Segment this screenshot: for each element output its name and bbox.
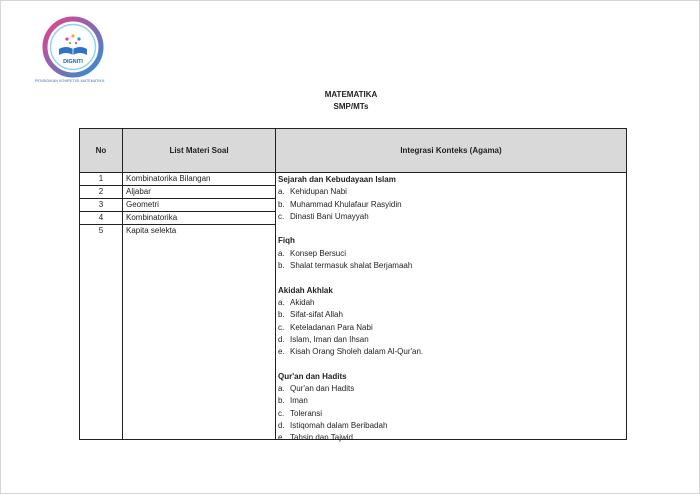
row-materi: Kapita selekta [126,226,177,235]
list-item: d. Istiqomah dalam Beribadah [278,420,388,430]
logo-wordmark: DIGNITI [63,59,83,65]
header-list-materi: List Materi Soal [169,146,229,155]
header-no: No [95,146,107,155]
document-title: MATEMATIKA [324,90,378,99]
row-materi: Kombinatorika [126,213,178,222]
context-section [278,235,624,272]
section-title: Qur'an dan Hadits [278,371,347,381]
header-integrasi-konteks: Integrasi Konteks (Agama) [400,146,502,155]
row-no: 4 [98,213,104,222]
context-section [278,285,624,359]
list-item: a. Konsep Bersuci [278,248,347,258]
list-item: b. Shalat termasuk shalat Berjamaah [278,261,413,271]
list-item: b. Muhammad Khulafaur Rasyidin [278,199,402,209]
list-item: c. Keteladanan Para Nabi [278,322,373,332]
context-column [278,174,624,445]
column-divider [275,129,276,439]
row-materi: Geometri [126,200,159,209]
row-materi: Kombinatorika Bilangan [126,174,211,183]
row-no: 5 [98,226,104,235]
document-subtitle: SMP/MTs [333,102,369,111]
list-item: b. Sifat-sifat Allah [278,310,343,320]
list-item: a. Qur'an dan Hadits [278,384,355,394]
section-title: Akidah Akhlak [278,285,333,295]
row-no: 2 [98,187,104,196]
context-section [278,174,624,223]
context-section [278,371,624,445]
list-item: e. Tahsin dan Tajwid [278,433,354,443]
list-item: b. Iman [278,396,308,406]
table-header [80,129,626,173]
list-item: c. Toleransi [278,408,323,418]
materi-table [79,128,627,443]
list-item: e. Kisah Orang Sholeh dalam Al-Qur'an. [278,347,424,357]
list-item: c. Dinasti Bani Umayyah [278,211,369,221]
row-materi: Aljabar [126,187,151,196]
list-item: a. Akidah [278,297,315,307]
row-no: 1 [98,174,104,183]
list-item: d. Islam, Iman dan Ihsan [278,334,369,344]
logo-caption: PENDIDIKAN KOMPETISI MATEMATIKA [35,79,105,83]
list-item: a. Kehidupan Nabi [278,187,347,197]
section-title: Fiqh [278,236,295,246]
digniti-logo-icon [37,15,109,85]
section-title: Sejarah dan Kebudayaan Islam [278,175,396,184]
row-no: 3 [98,200,104,209]
